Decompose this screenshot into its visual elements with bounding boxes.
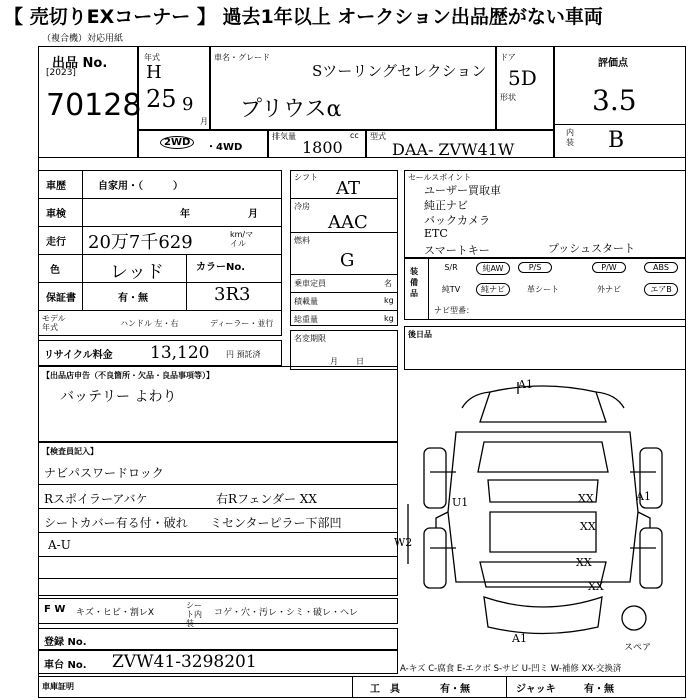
inspection-label: 車検 [46,209,66,220]
mileage-value: 20万7千629 [88,232,193,253]
eq-navi: 純ナビ [476,283,510,296]
eq-airbag: エアB [644,283,678,296]
sales-point-2: 純正ナビ [424,199,468,212]
color-label: 色 [50,265,60,276]
history-opts: 自家用・（ ） [98,181,183,192]
capacity-label: 乗車定員 [294,279,326,288]
seat-items: コゲ・穴・汚レ・シミ・破レ・ヘレ [214,608,359,618]
mileage-label: 走行 [46,237,66,248]
model-code-label: 型式 [370,132,386,141]
mark-a1-top: A1 [518,378,533,391]
load-unit: kg [384,296,394,305]
year-label: 年式 [144,53,160,62]
inspector-line-1: ナビパスワードロック [44,466,164,480]
interior-label: 内装 [566,128,574,147]
later-doc-label: 後日品 [408,330,432,339]
aircon-label: 冷房 [294,202,310,211]
month-value: 9 [182,94,194,115]
capacity-unit: 名 [384,279,392,288]
recycle-label: リサイクル料金 [44,350,113,361]
warranty-opts: 有・無 [118,293,148,304]
inspection-month: 月 [248,209,258,220]
displacement-unit: cc [350,131,359,140]
score-value: 3.5 [592,84,637,117]
inspector-line-6: ミセンターピラー下部凹 [210,516,342,530]
interior-value: B [608,128,625,153]
mark-xx-1: XX [578,492,594,505]
doors-value: 5D [508,66,537,90]
first-reg-label: 名変期限 [294,334,326,343]
grade-value: Sツーリングセレクション [312,62,487,80]
displacement-label: 排気量 [272,132,296,141]
handle-label: ハンドル 左・右 [120,319,179,328]
mileage-units: km/マイル [230,230,254,248]
year-era: H [146,62,162,83]
displacement-value: 1800 [302,138,343,157]
weight-unit: kg [384,314,394,323]
name-label: 車名・グレード [214,53,270,62]
inspection-year: 年 [180,209,190,220]
shift-label: シフト [294,173,318,182]
score-label: 評価点 [598,58,628,69]
eq-ext-navi: 外ナビ [597,285,621,294]
recycle-suffix: 円 預託済 [226,350,261,359]
mark-u1: U1 [452,496,469,509]
eq-ps: P/S [518,262,552,273]
doors-label: ドア [500,53,516,62]
defects-text: バッテリー よわり [60,389,177,405]
eq-aw: 純AW [476,262,510,275]
mark-a1-right: A1 [636,490,651,503]
fw-label: F W [44,604,66,615]
fuel-value: G [340,250,355,271]
aircon-value: AAC [328,212,368,233]
mark-xx-2: XX [580,520,596,533]
inspector-line-4: A-U [48,538,71,552]
registration-box [38,628,398,650]
car-damage-diagram [400,372,686,654]
model-code-value: DAA- ZVW41W [392,140,515,159]
inspector-label: 【検査員記入】 [42,447,98,456]
sales-point-5: スマートキー [424,244,490,257]
tools-value: 有・無 [440,684,470,695]
inspector-line-3: シートカバー有る付・破れ [44,516,188,530]
dealer-label: ディーラー・並行 [210,319,274,328]
eq-sr: S/R [444,263,458,272]
lot-year-tag: [2023] [46,68,76,78]
eq-abs: ABS [644,262,678,273]
tools-label: 工 具 [370,684,400,695]
navi-model-label: ナビ型番： [434,306,474,315]
history-label: 車歴 [46,181,66,192]
eq-pw: P/W [592,262,626,273]
color-value: レッド [110,262,164,283]
eq-tv: 純TV [441,285,461,294]
chassis-label: 車台 No. [44,660,87,671]
weight-label: 総重量 [294,315,318,324]
mark-xx-3: XX [576,556,592,569]
header-title: 【 売切りEXコーナー 】 過去1年以上 オークション出品歴がない車両 [4,6,603,28]
shift-value: AT [336,178,361,199]
drive-2wd: 2WD [160,137,194,148]
month-suffix: 月 [200,117,208,126]
fuel-label: 燃料 [294,236,310,245]
recycle-value: 13,120 [150,343,210,363]
inspector-line-2: Rスポイラーアバケ [44,492,148,506]
warranty-label: 保証書 [46,293,76,304]
sales-point-4: ETC [424,227,448,240]
car-name-value: プリウスα [240,97,342,122]
year-value: 25 [146,85,177,113]
seat-label: シート内装 [186,601,202,628]
shape-label: 形状 [500,93,516,102]
damage-legend: A-キズ C-腐食 E-エクボ S-サビ U-凹ミ W-補修 XX-交換済 [400,664,622,674]
lot-label: 出品 No. [52,56,108,71]
load-label: 積載量 [294,297,318,306]
jack-label: ジャッキ [516,684,556,695]
equipment-label: 装備品 [410,267,418,298]
lot-number: 70128 [46,88,142,123]
mark-xx-4: XX [588,580,604,593]
fw-items: キズ・ヒビ・割レX [76,608,154,618]
registration-label: 登録 No. [44,637,87,648]
later-doc-box [404,326,686,370]
drive-4wd: ・4WD [206,142,243,153]
drive-box [138,130,268,158]
color-no-value: 3R3 [214,284,251,305]
chassis-value: ZVW41-3298201 [112,652,257,672]
sales-point-6: プッシュスタート [548,242,636,255]
defects-label: 【出品店申告（不良箇所・欠品・良品事項等）】 [42,371,214,380]
sales-point-1: ユーザー買取車 [424,184,501,197]
spare-label: スペア [624,643,652,653]
sales-point-3: バックカメラ [424,214,490,227]
mark-w2: W2 [394,536,413,549]
eq-leather: 革シート [527,285,559,294]
cert-label: 車庫証明 [42,682,74,691]
first-reg-suffix: 月日 [330,357,382,366]
color-no-label: カラーNo. [196,262,246,273]
inspector-line-5: 右Rフェンダー XX [216,492,317,506]
top-note: （複合機）対応用紙 [42,34,124,44]
mark-a1-bottom: A1 [512,632,527,645]
jack-value: 有・無 [584,684,614,695]
sales-points-label: セールスポイント [408,173,472,182]
model-year-label: モデル年式 [42,314,66,332]
